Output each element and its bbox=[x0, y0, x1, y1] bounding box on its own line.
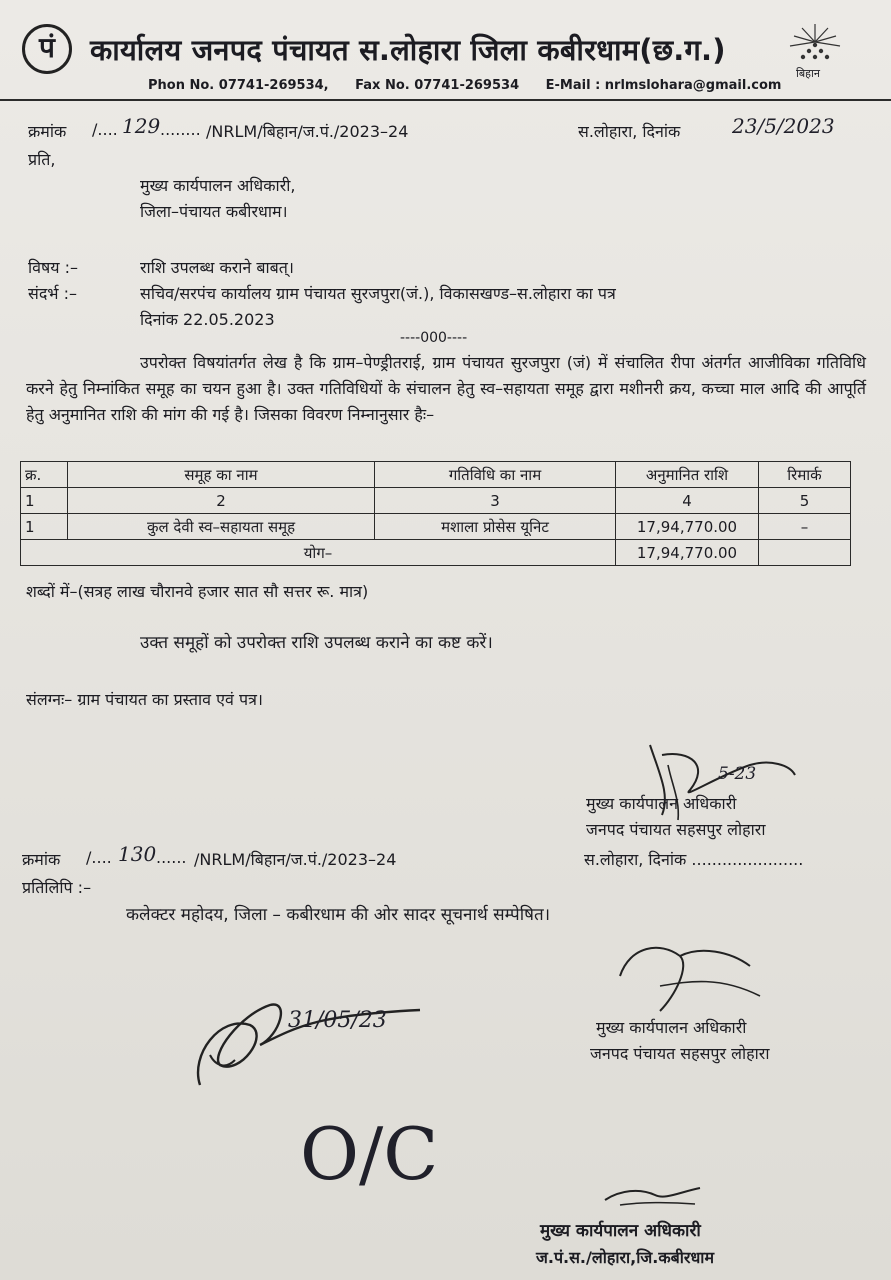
separator: ----000---- bbox=[400, 330, 468, 346]
copy-text: कलेक्टर महोदय, जिला – कबीरधाम की ओर सादर सूचनार्थ सम्पेषित। bbox=[126, 905, 551, 925]
table-cell: 17,94,770.00 bbox=[616, 514, 759, 540]
recipient-line1: मुख्य कार्यपालन अधिकारी, bbox=[140, 176, 296, 195]
table-cell: 4 bbox=[616, 488, 759, 514]
handwritten-mark: O/C bbox=[300, 1112, 439, 1196]
letter-date-handwritten: 23/5/2023 bbox=[732, 114, 835, 138]
contact-line bbox=[148, 78, 803, 93]
total-value: 17,94,770.00 bbox=[616, 540, 759, 566]
ref2-place-date: स.लोहारा, दिनांक ...................... bbox=[584, 850, 804, 869]
email-address: E-Mail : nrlmslohara@gmail.com bbox=[545, 78, 782, 93]
signature-2 bbox=[590, 936, 770, 1016]
bihan-label: बिहान bbox=[796, 67, 820, 80]
header-rule bbox=[0, 99, 891, 101]
ref2-label: क्रमांक bbox=[22, 850, 61, 869]
table-index-row bbox=[21, 488, 851, 514]
place-date-label: स.लोहारा, दिनांक bbox=[578, 122, 681, 141]
table-cell: कुल देवी स्व–सहायता समूह bbox=[68, 514, 375, 540]
ref2-suffix: /NRLM/बिहान/ज.पं./2023–24 bbox=[194, 850, 397, 869]
table-cell: 1 bbox=[21, 514, 68, 540]
signatory2-title: मुख्य कार्यपालन अधिकारी bbox=[596, 1018, 747, 1037]
table-cell: मशाला प्रोसेस यूनिट bbox=[375, 514, 616, 540]
ref-dots: ........ bbox=[160, 120, 201, 139]
subject-text: राशि उपलब्ध कराने बाबत्। bbox=[140, 258, 294, 277]
table-header-cell: क्र. bbox=[21, 462, 68, 488]
reference-label: संदर्भ :– bbox=[28, 284, 78, 303]
request-text: उक्त समूहों को उपरोक्त राशि उपलब्ध कराने का कष्ट करें। bbox=[140, 633, 493, 653]
table-cell: 1 bbox=[21, 488, 68, 514]
to-label: प्रति, bbox=[28, 150, 56, 169]
table-header-cell: रिमार्क bbox=[759, 462, 851, 488]
subject-label: विषय :– bbox=[28, 258, 79, 277]
signature-note: 5-23 bbox=[718, 764, 757, 784]
ref-label: क्रमांक bbox=[28, 122, 67, 141]
ref-slash: /.... bbox=[92, 120, 118, 139]
table-cell: – bbox=[759, 514, 851, 540]
ref2-slash: /.... bbox=[86, 848, 112, 867]
ref2-dots: ...... bbox=[156, 848, 187, 867]
copy-label: प्रतिलिपि :– bbox=[22, 878, 92, 897]
signatory1-title: मुख्य कार्यपालन अधिकारी bbox=[586, 794, 737, 813]
table-header-cell: समूह का नाम bbox=[68, 462, 375, 488]
total-label: योग– bbox=[21, 540, 616, 566]
ref-number-handwritten: 129 bbox=[122, 114, 161, 138]
signatory1-office: जनपद पंचायत सहसपुर लोहारा bbox=[586, 820, 766, 839]
ref-suffix: /NRLM/बिहान/ज.पं./2023–24 bbox=[206, 122, 409, 141]
recipient-line2: जिला–पंचायत कबीरधाम। bbox=[140, 202, 288, 221]
reference-line2: दिनांक 22.05.2023 bbox=[140, 310, 275, 329]
details-table bbox=[20, 461, 851, 566]
signatory3-office: ज.पं.स./लोहारा,जि.कबीरधाम bbox=[536, 1248, 715, 1267]
table-cell bbox=[759, 540, 851, 566]
fax-number: Fax No. 07741-269534 bbox=[355, 78, 520, 93]
table-row bbox=[21, 514, 851, 540]
ref2-number-handwritten: 130 bbox=[118, 842, 157, 866]
handwritten-date: 31/05/23 bbox=[288, 1008, 387, 1033]
amount-in-words: शब्दों में–(सत्रह लाख चौरानवे हजार सात सौ सत्तर रू. मात्र) bbox=[26, 582, 369, 601]
table-header-cell: गतिविधि का नाम bbox=[375, 462, 616, 488]
table-header-cell: अनुमानित राशि bbox=[616, 462, 759, 488]
table-cell: 5 bbox=[759, 488, 851, 514]
signatory3-title: मुख्य कार्यपालन अधिकारी bbox=[540, 1221, 701, 1241]
phone-number: Phon No. 07741-269534, bbox=[148, 78, 329, 93]
table-cell: 3 bbox=[375, 488, 616, 514]
body-paragraph: उपरोक्त विषयांतर्गत लेख है कि ग्राम–पेण्ड्रीतराई, ग्राम पंचायत सुरजपुरा (जं) में संचालित रीपा अंतर्गत आजीविका गतिविधि करने हेतु निम्नांकित समूह का चयन हुआ है। उक्त गतिविधियों के संचालन हेतु स्व–सहायता समूह द्वारा मशीनरी क्रय, कच्चा माल आदि की आपूर्ति हेतु अनुमानित राशि की मांग की गई है। जिसका विवरण निम्नानुसार हैः– bbox=[26, 353, 866, 424]
signatory2-office: जनपद पंचायत सहसपुर लोहारा bbox=[590, 1044, 770, 1063]
office-title: कार्यालय जनपद पंचायत स.लोहारा जिला कबीरधाम(छ.ग.) bbox=[90, 33, 726, 67]
table-total-row bbox=[21, 540, 851, 566]
enclosure-text: संलग्नः– ग्राम पंचायत का प्रस्ताव एवं पत्र। bbox=[26, 690, 263, 709]
table-cell: 2 bbox=[68, 488, 375, 514]
office-logo: पं bbox=[22, 24, 72, 74]
table-header-row bbox=[21, 462, 851, 488]
reference-line1: सचिव/सरपंच कार्यालय ग्राम पंचायत सुरजपुरा(जं.), विकासखण्ड–स.लोहारा का पत्र bbox=[140, 284, 616, 303]
signature-3 bbox=[600, 1180, 710, 1210]
